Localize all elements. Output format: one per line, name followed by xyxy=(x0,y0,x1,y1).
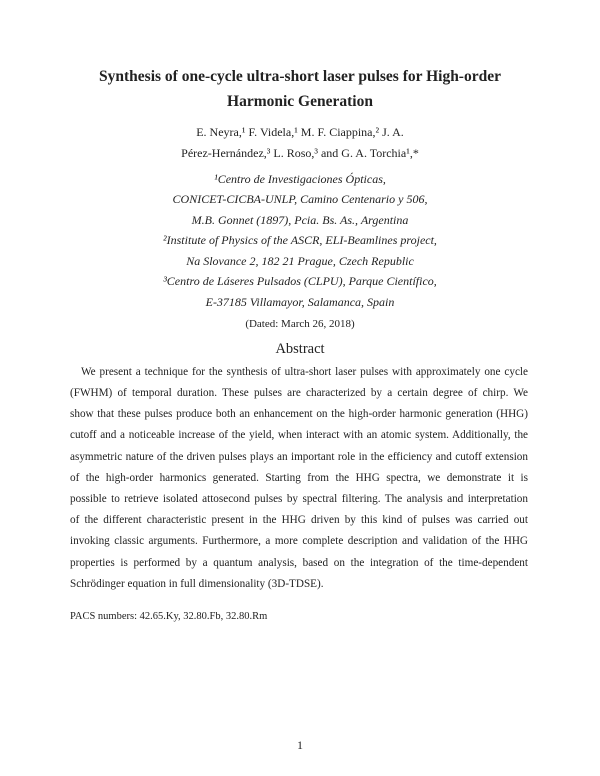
affiliation-line: ¹Centro de Investigaciones Ópticas, xyxy=(214,172,386,186)
affiliation-line: E-37185 Villamayor, Salamanca, Spain xyxy=(205,295,395,309)
affiliation-line: Na Slovance 2, 182 21 Prague, Czech Republic xyxy=(186,254,414,268)
pacs-numbers: PACS numbers: 42.65.Ky, 32.80.Fb, 32.80.Rm xyxy=(70,611,268,622)
abstract-line: cutoff and a noticeable increase of the yield, when interact with an atomic system. Additionally, the xyxy=(70,429,528,441)
abstract-line: (FWHM) of temporal duration. These pulses are characterized by a certain degree of chirp. We xyxy=(70,387,528,399)
abstract-line: show that these pulses produce both an enhancement on the high-order harmonic generation (HHG) xyxy=(70,408,528,420)
abstract-heading: Abstract xyxy=(275,341,325,357)
abstract-line: asymmetric nature of the driven pulses plays an important role in the efficiency and cutoff extension xyxy=(70,451,528,463)
abstract-line: Schrödinger equation in full dimensionality (3D-TDSE). xyxy=(70,578,324,590)
title-line-2: Harmonic Generation xyxy=(227,93,373,110)
authors-line-1: E. Neyra,¹ F. Videla,¹ M. F. Ciappina,² J. A. xyxy=(196,125,404,139)
abstract-line: of the high-order harmonics generated. Starting from the HHG spectra, we demonstrate it is xyxy=(70,472,528,484)
abstract-line: possible to retrieve isolated attosecond pulses by spectral filtering. The analysis and interpretation xyxy=(70,493,528,505)
abstract-line: invoking classic arguments. Furthermore, a more complete description and validation of the HHG xyxy=(70,535,528,547)
title-line-1: Synthesis of one-cycle ultra-short laser pulses for High-order xyxy=(99,68,501,85)
affiliation-line: CONICET-CICBA-UNLP, Camino Centenario y 506, xyxy=(172,192,428,206)
abstract-line: We present a technique for the synthesis of ultra-short laser pulses with approximately one cycle xyxy=(81,366,528,378)
authors-line-2: Pérez-Hernández,³ L. Roso,³ and G. A. Torchia¹,* xyxy=(181,146,419,160)
affiliation-line: M.B. Gonnet (1897), Pcia. Bs. As., Argentina xyxy=(191,213,409,227)
dated: (Dated: March 26, 2018) xyxy=(245,318,355,330)
page-number: 1 xyxy=(297,738,303,752)
affiliation-line: ³Centro de Láseres Pulsados (CLPU), Parque Científico, xyxy=(163,274,437,288)
abstract-line: properties is performed by a quantum analysis, based on the integration of the time-dependent xyxy=(70,557,528,569)
affiliation-line: ²Institute of Physics of the ASCR, ELI-Beamlines project, xyxy=(163,233,437,247)
abstract-line: of the different characteristic present in the HHG driven by this kind of pulses was carried out xyxy=(70,514,528,526)
